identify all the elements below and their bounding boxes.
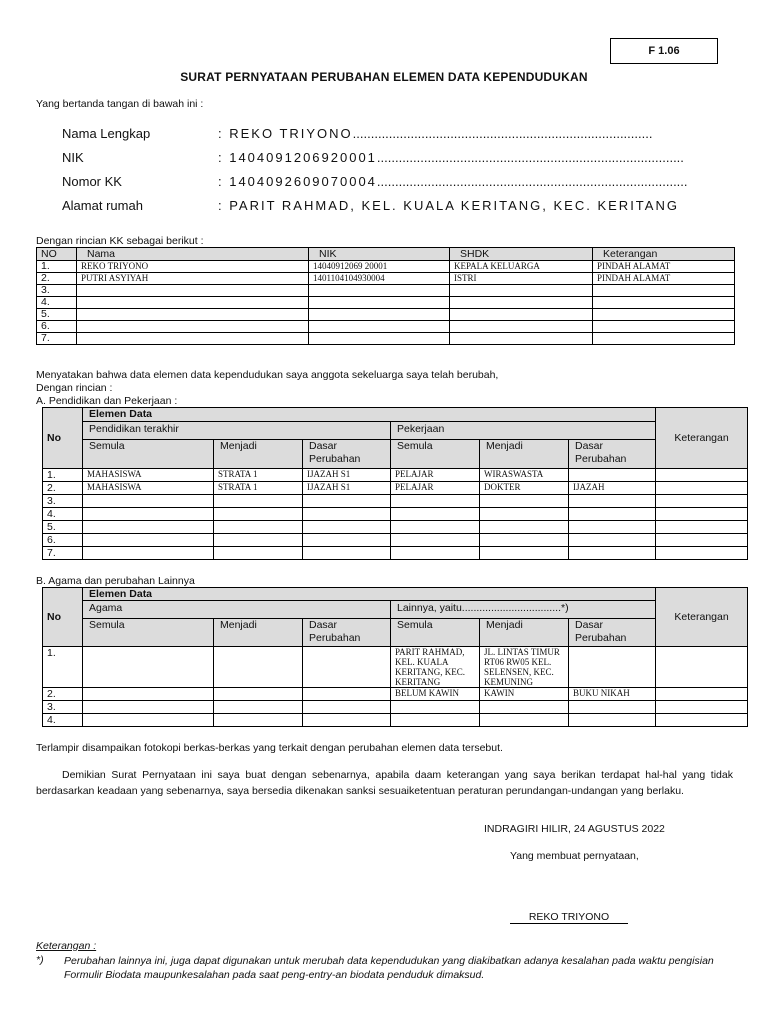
row-no: 6. (43, 534, 83, 547)
row-nik (309, 297, 450, 309)
table-b-sub-semula-2: Semula (391, 619, 480, 647)
row-menjadi (214, 508, 303, 521)
row-menjadi-2 (480, 495, 569, 508)
row-dasar (303, 688, 391, 701)
identity-address-row (0, 198, 768, 214)
row-dasar-2 (569, 521, 656, 534)
row-keterangan (656, 521, 748, 534)
signer-label: Yang membuat pernyataan, (510, 850, 639, 862)
table-a-elemen-header: Elemen Data (83, 408, 656, 422)
row-shdk (450, 333, 593, 345)
table-row (37, 273, 735, 285)
row-dasar-2 (569, 495, 656, 508)
row-menjadi (214, 495, 303, 508)
row-nama: PUTRI ASYIYAH (77, 273, 309, 285)
row-no: 5. (37, 309, 77, 321)
row-semula-2 (391, 534, 480, 547)
table-row (43, 534, 748, 547)
attachment-text: Terlampir disampaikan fotokopi berkas-berkas yang terkait dengan perubahan elemen data tersebut. (36, 742, 503, 754)
table-row (37, 285, 735, 297)
row-keterangan (656, 714, 748, 727)
table-row (43, 714, 748, 727)
row-menjadi-2: DOKTER (480, 482, 569, 495)
row-menjadi (214, 521, 303, 534)
identity-name-row (0, 126, 768, 142)
row-dasar-2 (569, 701, 656, 714)
table-row (37, 297, 735, 309)
table-a-sub-menjadi-2: Menjadi (480, 440, 569, 469)
table-a-sub-dasar: Dasar Perubahan (303, 440, 391, 469)
row-dasar (303, 701, 391, 714)
row-nama (77, 285, 309, 297)
row-semula-2: PELAJAR (391, 482, 480, 495)
row-shdk (450, 285, 593, 297)
row-semula-2 (391, 701, 480, 714)
row-dasar (303, 714, 391, 727)
table-row (43, 495, 748, 508)
row-no: 3. (43, 701, 83, 714)
row-dasar: IJAZAH S1 (303, 469, 391, 482)
row-menjadi-2 (480, 714, 569, 727)
row-dasar-2: BUKU NIKAH (569, 688, 656, 701)
row-dasar (303, 521, 391, 534)
row-semula (83, 534, 214, 547)
row-dasar-2 (569, 469, 656, 482)
row-dasar: IJAZAH S1 (303, 482, 391, 495)
table-row (43, 508, 748, 521)
identity-kk-row (0, 174, 768, 190)
row-semula-2 (391, 495, 480, 508)
row-no: 1. (43, 469, 83, 482)
row-dasar (303, 495, 391, 508)
table-a-keterangan-header: Keterangan (656, 408, 748, 469)
identity-nik-row (0, 150, 768, 166)
row-menjadi (214, 714, 303, 727)
kk-col-no: NO (37, 248, 77, 261)
row-semula: MAHASISWA (83, 469, 214, 482)
row-no: 1. (43, 647, 83, 688)
row-menjadi-2 (480, 521, 569, 534)
table-a-pendidikan-header: Pendidikan terakhir (83, 422, 391, 440)
row-semula-2 (391, 547, 480, 560)
table-row (43, 547, 748, 560)
religion-other-table (42, 587, 748, 727)
row-nama (77, 333, 309, 345)
row-keterangan (656, 547, 748, 560)
table-b-sub-menjadi-2: Menjadi (480, 619, 569, 647)
row-keterangan (593, 285, 735, 297)
table-row (37, 309, 735, 321)
row-dasar-2 (569, 508, 656, 521)
kk-table (36, 247, 735, 345)
row-dasar (303, 647, 391, 688)
row-nik (309, 285, 450, 297)
table-b-agama-header: Agama (83, 601, 391, 619)
row-no: 6. (37, 321, 77, 333)
row-keterangan (656, 647, 748, 688)
row-no: 3. (43, 495, 83, 508)
table-a-sub-semula: Semula (83, 440, 214, 469)
table-row (37, 261, 735, 273)
table-row (43, 521, 748, 534)
row-shdk: KEPALA KELUARGA (450, 261, 593, 273)
row-semula-2 (391, 508, 480, 521)
row-nik (309, 309, 450, 321)
row-semula-2: BELUM KAWIN (391, 688, 480, 701)
table-row (37, 321, 735, 333)
signer-name: REKO TRIYONO (510, 911, 628, 924)
address-label: Alamat rumah (62, 198, 143, 213)
row-keterangan (656, 701, 748, 714)
row-keterangan (656, 688, 748, 701)
education-occupation-table (42, 407, 748, 560)
row-keterangan (656, 482, 748, 495)
row-keterangan (593, 297, 735, 309)
table-a-sub-semula-2: Semula (391, 440, 480, 469)
kk-col-shdk: SHDK (450, 248, 593, 261)
row-menjadi: STRATA 1 (214, 482, 303, 495)
row-no: 2. (37, 273, 77, 285)
table-b-sub-menjadi: Menjadi (214, 619, 303, 647)
row-keterangan (593, 309, 735, 321)
table-a-no-header: No (43, 408, 83, 469)
note-text: Perubahan lainnya ini, juga dapat digunakan untuk merubah data kependudukan yang diakibatkan adanya kesalahan pada waktu pengisian Formulir Biodata maupunkesalahan pada saat peng-entry-an biodata penduduk dimaksud. (64, 955, 714, 981)
row-semula (83, 688, 214, 701)
row-menjadi-2: JL. LINTAS TIMUR RT06 RW05 KEL. SELENSEN, KEC. KEMUNING (480, 647, 569, 688)
row-semula (83, 508, 214, 521)
row-semula-2: PARIT RAHMAD, KEL. KUALA KERITANG, KEC. KERITANG (391, 647, 480, 688)
row-menjadi: STRATA 1 (214, 469, 303, 482)
kk-table-header (37, 248, 735, 261)
row-keterangan (593, 321, 735, 333)
place-date: INDRAGIRI HILIR, 24 AGUSTUS 2022 (484, 823, 665, 835)
row-menjadi-2 (480, 534, 569, 547)
kk-intro: Dengan rincian KK sebagai berikut : (36, 235, 204, 247)
form-code: F 1.06 (610, 38, 718, 64)
row-keterangan (656, 534, 748, 547)
table-row (43, 469, 748, 482)
statement-rincian: Dengan rincian : (36, 382, 113, 394)
section-a-title: A. Pendidikan dan Pekerjaan : (36, 395, 178, 407)
row-semula: MAHASISWA (83, 482, 214, 495)
row-nik: 14040912069 20001 (309, 261, 450, 273)
row-semula (83, 714, 214, 727)
row-semula (83, 521, 214, 534)
table-row (43, 688, 748, 701)
row-dasar-2: IJAZAH (569, 482, 656, 495)
row-dasar-2 (569, 647, 656, 688)
kk-label: Nomor KK (62, 174, 122, 189)
row-semula (83, 647, 214, 688)
row-dasar-2 (569, 714, 656, 727)
table-b-keterangan-header: Keterangan (656, 588, 748, 647)
row-menjadi-2: WIRASWASTA (480, 469, 569, 482)
table-b-lainnya-header: Lainnya, yaitu..................................*) (391, 601, 656, 619)
row-no: 3. (37, 285, 77, 297)
row-shdk: ISTRI (450, 273, 593, 285)
table-b-elemen-header: Elemen Data (83, 588, 656, 601)
row-semula (83, 495, 214, 508)
name-label: Nama Lengkap (62, 126, 151, 141)
address-value: : PARIT RAHMAD, KEL. KUALA KERITANG, KEC. KERITANG (218, 198, 679, 213)
row-no: 1. (37, 261, 77, 273)
row-dasar (303, 508, 391, 521)
row-dasar-2 (569, 547, 656, 560)
row-keterangan (656, 508, 748, 521)
table-b-sub-semula: Semula (83, 619, 214, 647)
kk-col-nik: NIK (309, 248, 450, 261)
row-dasar (303, 547, 391, 560)
row-menjadi (214, 647, 303, 688)
row-shdk (450, 309, 593, 321)
row-shdk (450, 297, 593, 309)
row-menjadi-2: KAWIN (480, 688, 569, 701)
kk-value: : 1404092609070004...................................................................................... (218, 174, 688, 189)
row-nik: 1401104104930004 (309, 273, 450, 285)
row-keterangan (656, 495, 748, 508)
nik-value: : 1404091206920001..................................................................................... (218, 150, 684, 165)
row-no: 4. (43, 714, 83, 727)
kk-col-keterangan: Keterangan (593, 248, 735, 261)
declaration-text: Demikian Surat Pernyataan ini saya buat dengan sebenarnya, apabila daam keterangan yang saya berikan terdapat hal-hal yang tidak berdasarkan keadaan yang sebenarnya, saya bersedia dikenakan sanksi sesuaiketentuan peraturan perundangan-undangan yang berlaku. (36, 769, 733, 797)
table-row (43, 701, 748, 714)
table-row (43, 482, 748, 495)
nik-label: NIK (62, 150, 84, 165)
table-row (43, 647, 748, 688)
row-no: 2. (43, 482, 83, 495)
row-keterangan: PINDAH ALAMAT (593, 273, 735, 285)
note-title: Keterangan : (36, 940, 97, 952)
row-menjadi (214, 701, 303, 714)
row-nama (77, 321, 309, 333)
row-menjadi-2 (480, 508, 569, 521)
row-menjadi (214, 547, 303, 560)
table-b-no-header: No (43, 588, 83, 647)
row-menjadi-2 (480, 701, 569, 714)
row-keterangan (593, 333, 735, 345)
row-nama: REKO TRIYONO (77, 261, 309, 273)
row-semula (83, 547, 214, 560)
row-dasar (303, 534, 391, 547)
row-nik (309, 321, 450, 333)
row-nik (309, 333, 450, 345)
table-a-pekerjaan-header: Pekerjaan (391, 422, 656, 440)
row-keterangan: PINDAH ALAMAT (593, 261, 735, 273)
table-b-sub-dasar: Dasar Perubahan (303, 619, 391, 647)
table-row (37, 333, 735, 345)
row-no: 7. (43, 547, 83, 560)
row-keterangan (656, 469, 748, 482)
statement-text: Menyatakan bahwa data elemen data kependudukan saya anggota sekeluarga saya telah berubah, (36, 369, 499, 381)
row-semula-2 (391, 521, 480, 534)
row-menjadi (214, 534, 303, 547)
intro-text: Yang bertanda tangan di bawah ini : (36, 98, 204, 110)
document-title: SURAT PERNYATAAN PERUBAHAN ELEMEN DATA KEPENDUDUKAN (180, 70, 588, 84)
row-no: 2. (43, 688, 83, 701)
row-dasar-2 (569, 534, 656, 547)
table-a-sub-dasar-2: Dasar Perubahan (569, 440, 656, 469)
row-semula-2 (391, 714, 480, 727)
section-b-title: B. Agama dan perubahan Lainnya (36, 575, 195, 587)
row-semula (83, 701, 214, 714)
row-nama (77, 297, 309, 309)
row-menjadi-2 (480, 547, 569, 560)
table-b-sub-dasar-2: Dasar Perubahan (569, 619, 656, 647)
name-value: : REKO TRIYONO................................................................................... (218, 126, 653, 141)
table-a-sub-menjadi: Menjadi (214, 440, 303, 469)
row-no: 5. (43, 521, 83, 534)
row-no: 4. (37, 297, 77, 309)
note-mark: *) (36, 954, 44, 966)
row-no: 4. (43, 508, 83, 521)
row-menjadi (214, 688, 303, 701)
row-semula-2: PELAJAR (391, 469, 480, 482)
row-no: 7. (37, 333, 77, 345)
row-shdk (450, 321, 593, 333)
kk-col-nama: Nama (77, 248, 309, 261)
row-nama (77, 309, 309, 321)
